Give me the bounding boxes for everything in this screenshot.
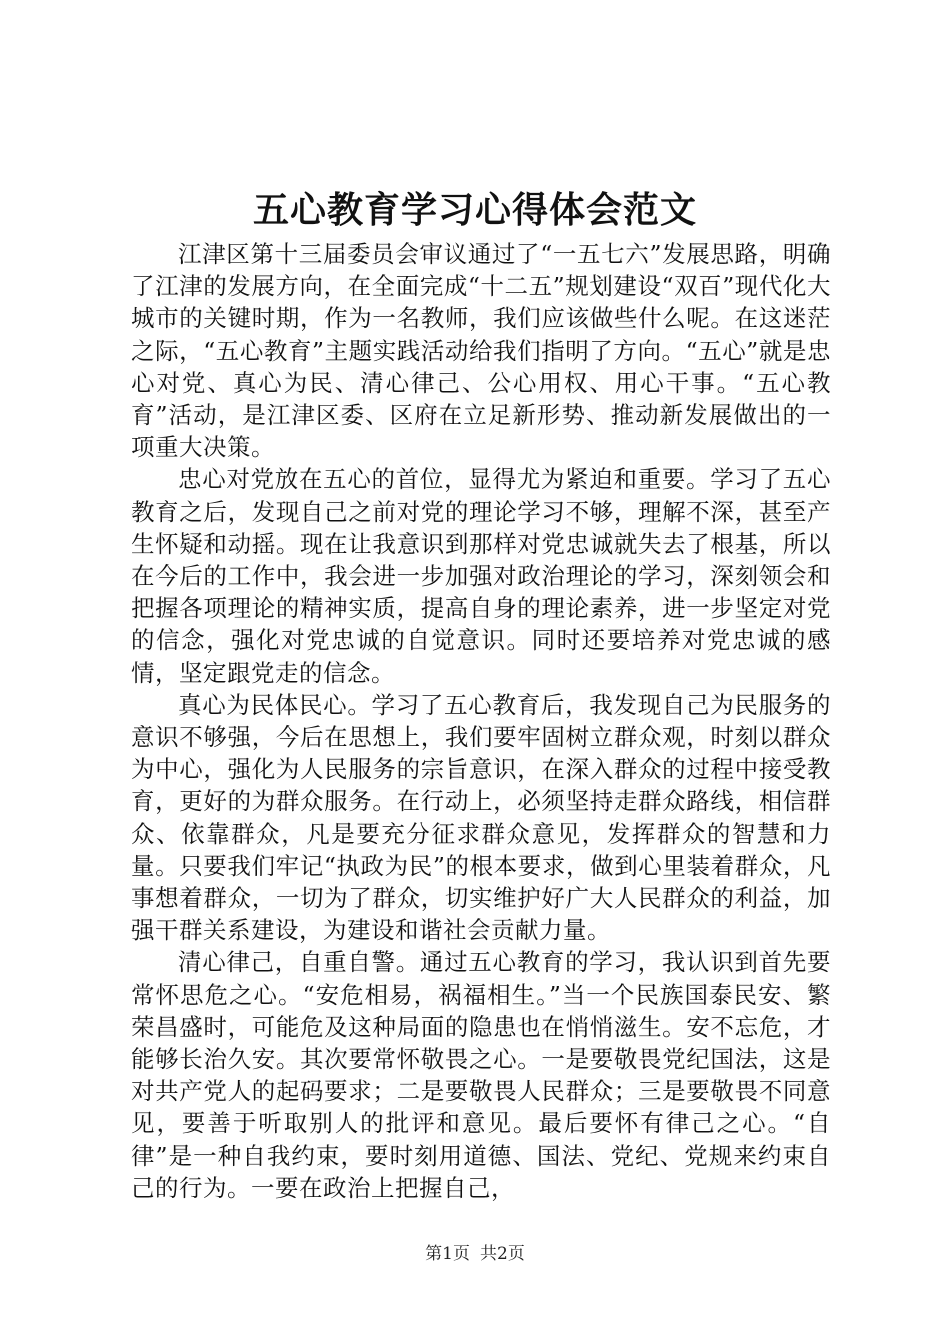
paragraph: 江津区第十三届委员会审议通过了“一五七六”发展思路，明确了江津的发展方向，在全面完成“十二五”规划建设“双百”现代化大城市的关键时期，作为一名教师，我们应该做些什么呢。在这迷茫之际，“五心教育”主题实践活动给我们指明了方向。“五心”就是忠心对党、真心为民、清心律己、公心用权、用心干事。“五心教育”活动，是江津区委、区府在立足新形势、推动新发展做出的一项重大决策。 bbox=[131, 240, 831, 462]
document-title: 五心教育学习心得体会范文 bbox=[252, 189, 697, 231]
document-body bbox=[131, 238, 831, 1204]
paragraph: 真心为民体民心。学习了五心教育后，我发现自己为民服务的意识不够强，今后在思想上，我们要牢固树立群众观，时刻以群众为中心，强化为人民服务的宗旨意识，在深入群众的过程中接受教育，更好的为群众服务。在行动上，必须坚持走群众路线，相信群众、依靠群众，凡是要充分征求群众意见，发挥群众的智慧和力量。只要我们牢记“执政为民”的根本要求，做到心里装着群众，凡事想着群众，一切为了群众，切实维护好广大人民群众的利益，加强干群关系建设，为建设和谐社会贡献力量。 bbox=[131, 690, 831, 945]
paragraph: 忠心对党放在五心的首位，显得尤为紧迫和重要。学习了五心教育之后，发现自己之前对党的理论学习不够，理解不深，甚至产生怀疑和动摇。现在让我意识到那样对党忠诚就失去了根基，所以在今后的工作中，我会进一步加强对政治理论的学习，深刻领会和把握各项理论的精神实质，提高自身的理论素养，进一步坚定对党的信念，强化对党忠诚的自觉意识。同时还要培养对党忠诚的感情，坚定跟党走的信念。 bbox=[131, 465, 831, 687]
page-footer bbox=[0, 1243, 950, 1265]
page-total: 共2页 bbox=[480, 1244, 525, 1264]
page-number: 第1页 bbox=[425, 1244, 470, 1264]
paragraph: 清心律己，自重自警。通过五心教育的学习，我认识到首先要常怀思危之心。“安危相易，祸福相生。”当一个民族国泰民安、繁荣昌盛时，可能危及这种局面的隐患也在悄悄滋生。安不忘危，才能够长治久安。其次要常怀敬畏之心。一是要敬畏党纪国法，这是对共产党人的起码要求；二是要敬畏人民群众；三是要敬畏不同意见，要善于听取别人的批评和意见。最后要怀有律己之心。“自律”是一种自我约束，要时刻用道德、国法、党纪、党规来约束自己的行为。一要在政治上把握自己， bbox=[131, 948, 831, 1202]
